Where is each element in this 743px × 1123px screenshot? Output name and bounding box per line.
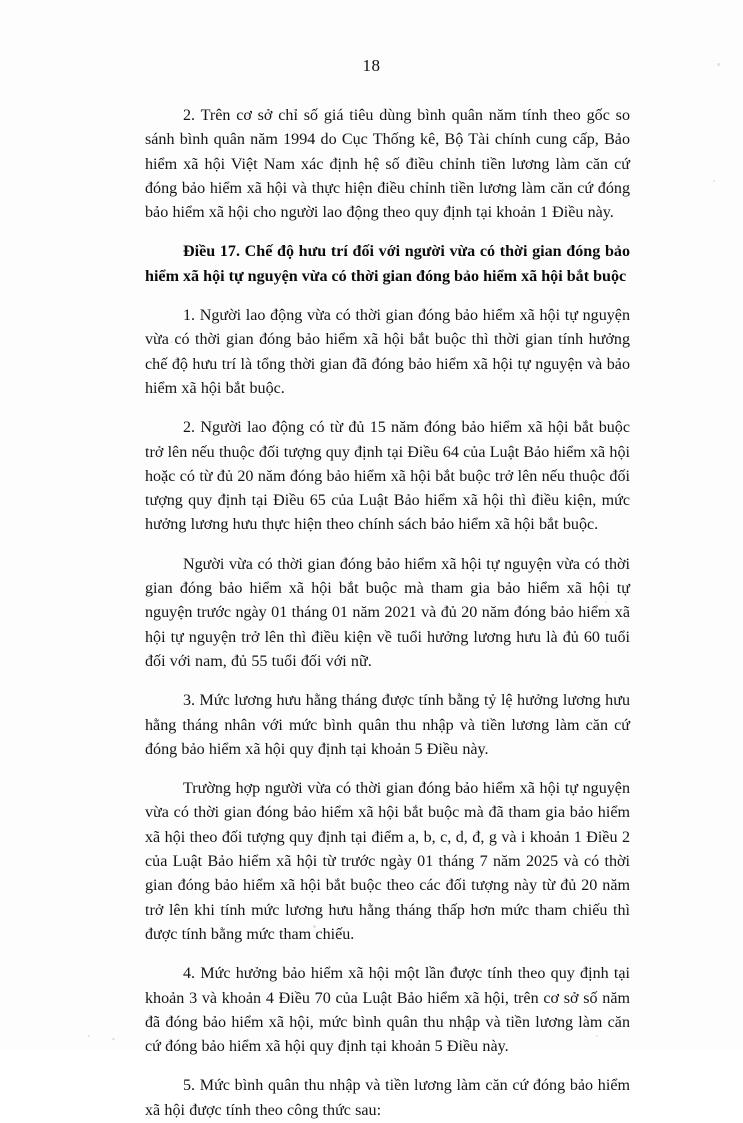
paragraph-article-17-clause-5: 5. Mức bình quân thu nhập và tiền lương làm căn cứ đóng bảo hiểm xã hội được tính theo công thức sau:	[145, 1077, 630, 1119]
paragraph-article-17-clause-2-subparagraph: Người vừa có thời gian đóng bảo hiểm xã hội tự nguyện vừa có thời gian đóng bảo hiểm xã hội bắt buộc mà tham gia bảo hiểm xã hội tự nguyện trước ngày 01 tháng 01 năm 2021 và đủ 20 năm đóng bảo hiểm xã hội tự nguyện trở lên thì điều kiện về tuổi hưởng lương hưu là đủ 60 tuổi đối với nam, đủ 55 tuổi đối với nữ.	[145, 555, 630, 670]
document-body	[145, 104, 630, 1123]
heading-article-17: Điều 17. Chế độ hưu trí đối với người vừa có thời gian đóng bảo hiểm xã hội tự nguyện vừa có thời gian đóng bảo hiểm xã hội bắt buộc	[145, 243, 630, 285]
paragraph-article-17-clause-4: 4. Mức hưởng bảo hiểm xã hội một lần được tính theo quy định tại khoản 3 và khoản 4 Điều 70 của Luật Bảo hiểm xã hội, trên cơ sở số năm đã đóng bảo hiểm xã hội, mức bình quân thu nhập và tiền lương làm căn cứ đóng bảo hiểm xã hội quy định tại khoản 5 Điều này.	[145, 965, 630, 1056]
paragraph-clause-2-price-index: 2. Trên cơ sở chỉ số giá tiêu dùng bình quân năm tính theo gốc so sánh bình quân năm 1994 do Cục Thống kê, Bộ Tài chính cung cấp, Bảo hiểm xã hội Việt Nam xác định hệ số điều chỉnh tiền lương làm căn cứ đóng bảo hiểm xã hội và thực hiện điều chỉnh tiền lương làm căn cứ đóng bảo hiểm xã hội cho người lao động theo quy định tại khoản 1 Điều này.	[145, 107, 630, 222]
paragraph-article-17-clause-1: 1. Người lao động vừa có thời gian đóng bảo hiểm xã hội tự nguyện vừa có thời gian đóng bảo hiểm xã hội bắt buộc thì thời gian tính hưởng chế độ hưu trí là tổng thời gian đã đóng bảo hiểm xã hội tự nguyện và bảo hiểm xã hội bắt buộc.	[145, 307, 630, 397]
paragraph-article-17-clause-2: 2. Người lao động có từ đủ 15 năm đóng bảo hiểm xã hội bắt buộc trở lên nếu thuộc đối tượng quy định tại Điều 64 của Luật Bảo hiểm xã hội hoặc có từ đủ 20 năm đóng bảo hiểm xã hội bắt buộc trở lên nếu thuộc đối tượng quy định tại Điều 65 của Luật Bảo hiểm xã hội thì điều kiện, mức hưởng lương hưu thực hiện theo chính sách bảo hiểm xã hội bắt buộc.	[145, 419, 630, 534]
paragraph-article-17-clause-3-subparagraph: Trường hợp người vừa có thời gian đóng bảo hiểm xã hội tự nguyện vừa có thời gian đóng bảo hiểm xã hội bắt buộc mà đã tham gia bảo hiểm xã hội theo đối tượng quy định tại điểm a, b, c, d, đ, g và i khoản 1 Điều 2 của Luật Bảo hiểm xã hội từ trước ngày 01 tháng 7 năm 2025 và có thời gian đóng bảo hiểm xã hội bắt buộc theo các đối tượng này từ đủ 20 năm trở lên khi tính mức lương hưu hằng tháng thấp hơn mức tham chiếu thì được tính bằng mức tham chiếu.	[145, 780, 630, 943]
paragraph-article-17-clause-3: 3. Mức lương hưu hằng tháng được tính bằng tỷ lệ hưởng lương hưu hằng tháng nhân với mức bình quân thu nhập và tiền lương làm căn cứ đóng bảo hiểm xã hội quy định tại khoản 5 Điều này.	[145, 692, 630, 758]
page-number: 18	[362, 56, 381, 75]
